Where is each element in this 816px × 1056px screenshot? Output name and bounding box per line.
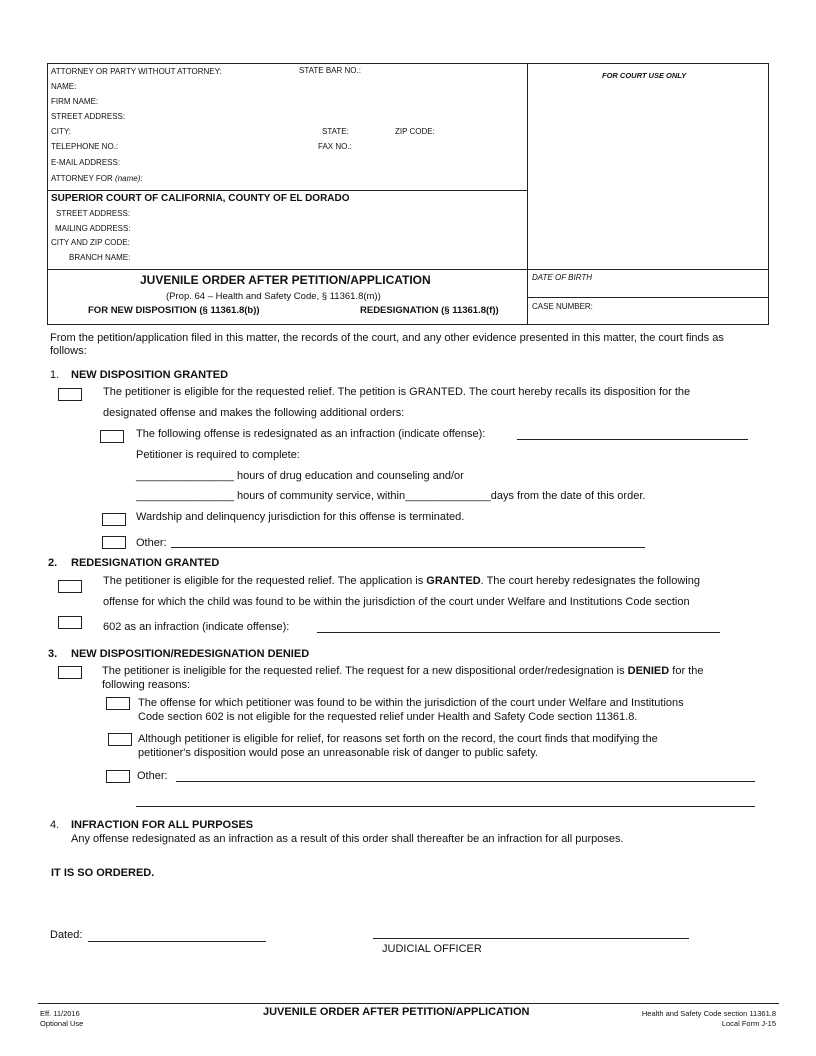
- intro-text: From the petition/application filed in this matter, the records of the court, and any other evidence presented in this matter, the court finds as follows:: [50, 332, 724, 357]
- state-bar-label: STATE BAR NO.:: [299, 66, 361, 75]
- section2-text-b: offense for which the child was found to be within the jurisdiction of the court under Welfare and Institutions Code section: [103, 596, 690, 608]
- case-number-label: CASE NUMBER:: [532, 302, 593, 311]
- court-name: SUPERIOR COURT OF CALIFORNIA, COUNTY OF EL DORADO: [51, 193, 350, 204]
- judicial-officer-label: JUDICIAL OFFICER: [382, 943, 482, 955]
- court-mailing-label: MAILING ADDRESS:: [55, 224, 131, 233]
- section3-text-a-post: for the: [669, 665, 704, 677]
- footer-local-form: Local Form J-15: [721, 1019, 776, 1028]
- reason2-a: Although petitioner is eligible for relief, for reasons set forth on the record, the court finds that modifying the: [138, 733, 658, 745]
- section4-num: 4.: [50, 819, 60, 831]
- dated-label: Dated:: [50, 929, 83, 941]
- signature-line[interactable]: [373, 938, 689, 939]
- form-title: JUVENILE ORDER AFTER PETITION/APPLICATION: [140, 273, 431, 287]
- section3-text-a: [102, 665, 703, 677]
- offense-redesignated-label: The following offense is redesignated as an infraction (indicate offense):: [136, 428, 486, 440]
- attorney-for-text: ATTORNEY FOR: [51, 174, 113, 183]
- fax-label: FAX NO.:: [318, 142, 352, 151]
- section3-other-line-1[interactable]: [176, 781, 755, 782]
- section3-other-checkbox[interactable]: [106, 770, 130, 783]
- days-blank[interactable]: ______________: [405, 490, 491, 502]
- street-label: STREET ADDRESS:: [51, 112, 126, 121]
- section3-denied: DENIED: [627, 665, 670, 677]
- wardship-checkbox[interactable]: [102, 513, 126, 526]
- dated-line[interactable]: [88, 941, 266, 942]
- section2-text-c: 602 as an infraction (indicate offense):: [103, 621, 290, 633]
- drug-hours-blank-line[interactable]: ________________: [136, 470, 234, 482]
- so-ordered: IT IS SO ORDERED.: [51, 867, 155, 879]
- redesignation-label: REDESIGNATION (§ 11361.8(f)): [360, 305, 499, 316]
- section2-text-a-post: . The court hereby redesignates the following: [480, 575, 700, 587]
- section1-other-checkbox[interactable]: [102, 536, 126, 549]
- reason2-b: petitioner's disposition would pose an unreasonable risk of danger to public safety.: [138, 747, 538, 759]
- public-safety-checkbox[interactable]: [108, 733, 132, 746]
- section1-other-label: Other:: [136, 537, 167, 549]
- section2-text-a-pre: The petitioner is eligible for the requested relief. The application is: [103, 575, 427, 587]
- offense-input-line[interactable]: [517, 439, 748, 440]
- reason1-b: Code section 602 is not eligible for the requested relief under Health and Safety Code section 11361.8.: [138, 711, 638, 723]
- redesignation-offense-checkbox[interactable]: [58, 616, 82, 629]
- section1-text-b: designated offense and makes the following additional orders:: [103, 407, 405, 419]
- section4-text: Any offense redesignated as an infraction as a result of this order shall thereafter be an infraction for all purposes.: [71, 833, 624, 845]
- required-label: Petitioner is required to complete:: [136, 449, 300, 461]
- footer-eff: Eff. 11/2016: [40, 1009, 80, 1018]
- service-hours-blank[interactable]: ________________: [136, 490, 234, 502]
- court-branch-label: BRANCH NAME:: [69, 253, 131, 262]
- section2-text-a: [103, 575, 700, 587]
- telephone-label: TELEPHONE NO.:: [51, 142, 119, 151]
- email-label: E-MAIL ADDRESS:: [51, 158, 121, 167]
- section1-num: 1.: [50, 369, 60, 381]
- section3-title: NEW DISPOSITION/REDESIGNATION DENIED: [71, 648, 310, 660]
- footer-optional: Optional Use: [40, 1019, 84, 1028]
- section2-num: 2.: [48, 557, 58, 569]
- section3-text-a-pre: The petitioner is ineligible for the requested relief. The request for a new dispositional order/redesignation is: [102, 665, 628, 677]
- not-eligible-checkbox[interactable]: [106, 697, 130, 710]
- zip-label: ZIP CODE:: [395, 127, 435, 136]
- name-label: NAME:: [51, 82, 77, 91]
- section3-text-b: following reasons:: [102, 679, 191, 691]
- redesignation-offense-line[interactable]: [317, 632, 720, 633]
- state-label: STATE:: [322, 127, 349, 136]
- section1-title: NEW DISPOSITION GRANTED: [71, 369, 229, 381]
- days-text: days from the date of this order.: [490, 490, 646, 502]
- drug-hours-text: hours of drug education and counseling and/or: [236, 470, 464, 482]
- form-subtitle: (Prop. 64 – Health and Safety Code, § 11361.8(m)): [166, 291, 381, 302]
- court-use-label: FOR COURT USE ONLY: [602, 71, 687, 80]
- section2-granted: GRANTED: [426, 575, 481, 587]
- section1-text-a: The petitioner is eligible for the requested relief. The petition is GRANTED. The court hereby recalls its disposition for the: [103, 386, 691, 398]
- attorney-label: ATTORNEY OR PARTY WITHOUT ATTORNEY:: [51, 67, 222, 76]
- wardship-label: Wardship and delinquency jurisdiction for this offense is terminated.: [136, 511, 465, 523]
- court-city-label: CITY AND ZIP CODE:: [51, 238, 130, 247]
- caption-divider: [527, 63, 528, 324]
- section3-other-label: Other:: [137, 770, 168, 782]
- section3-num: 3.: [48, 648, 58, 660]
- redesignation-checkbox[interactable]: [58, 580, 82, 593]
- section1-other-line[interactable]: [171, 547, 645, 548]
- footer-code: Health and Safety Code section 11361.8: [641, 1009, 776, 1018]
- service-hours-row: [136, 490, 645, 502]
- section2-title: REDESIGNATION GRANTED: [71, 557, 220, 569]
- offense-redesignated-checkbox[interactable]: [100, 430, 124, 443]
- court-street-label: STREET ADDRESS:: [56, 209, 131, 218]
- denied-checkbox[interactable]: [58, 666, 82, 679]
- city-label: CITY:: [51, 127, 72, 136]
- section3-other-line-2[interactable]: [136, 806, 755, 807]
- section4-title: INFRACTION FOR ALL PURPOSES: [71, 819, 254, 831]
- footer-title: JUVENILE ORDER AFTER PETITION/APPLICATION: [263, 1006, 530, 1018]
- dob-label: DATE OF BIRTH: [532, 273, 593, 282]
- attorney-for-note: (name):: [115, 174, 143, 183]
- new-disposition-label: FOR NEW DISPOSITION (§ 11361.8(b)): [88, 305, 260, 316]
- reason1-a: The offense for which petitioner was found to be within the jurisdiction of the court under Welfare and Institutions: [138, 697, 684, 709]
- firm-label: FIRM NAME:: [51, 97, 99, 106]
- new-disposition-checkbox[interactable]: [58, 388, 82, 401]
- attorney-for-label: [51, 174, 143, 183]
- footer-rule: [38, 1003, 779, 1004]
- drug-hours-blank[interactable]: [136, 470, 464, 482]
- service-hours-text: hours of community service, within: [236, 490, 406, 502]
